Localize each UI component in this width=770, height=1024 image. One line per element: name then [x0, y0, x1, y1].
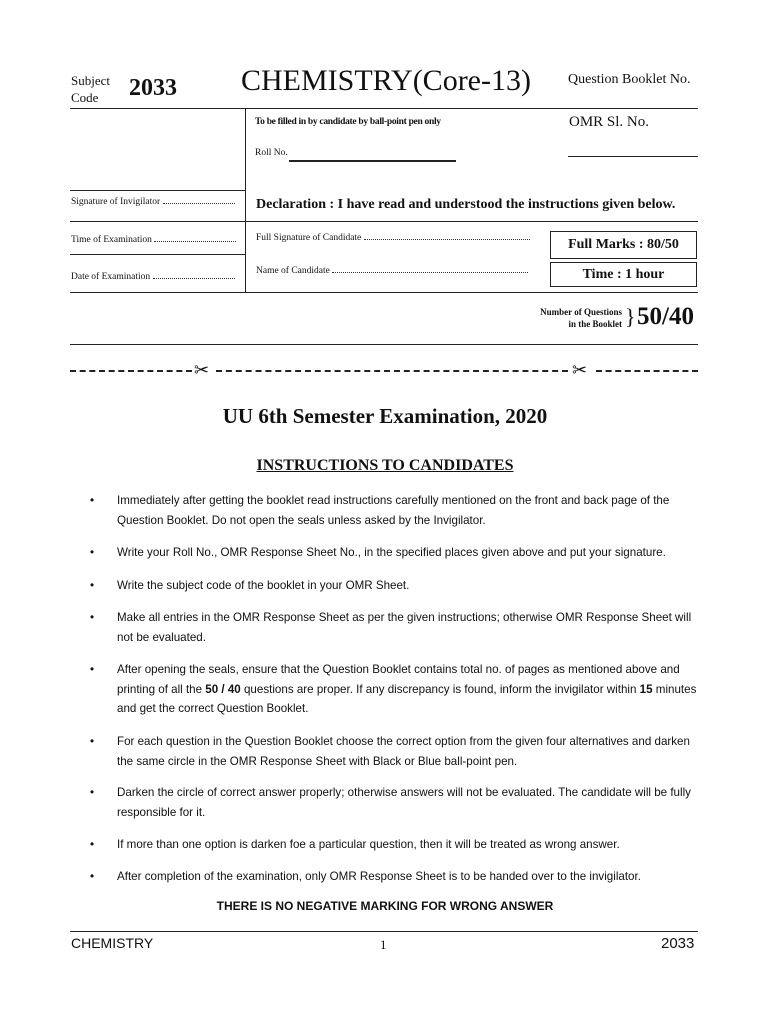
instruction-text: Immediately after getting the booklet read instructions carefully mentioned on the front and back page of the Question Booklet. Do not open the seals unless asked by the Invigilator. [117, 494, 670, 527]
bullet-icon: • [90, 663, 95, 676]
bullet-icon: • [90, 546, 95, 559]
instruction-text: Write your Roll No., OMR Response Sheet No., in the specified places given above and put your signature. [117, 546, 666, 559]
scissor-icon: ✂ [572, 360, 588, 380]
roll-label [255, 148, 288, 158]
bullet-icon: • [90, 735, 95, 748]
time-of-exam [71, 235, 236, 245]
bullet-icon: • [90, 870, 95, 883]
instruction-text [117, 660, 700, 719]
time-box [550, 262, 697, 287]
list-item [90, 491, 700, 530]
instruction-text-part: minutes and get the correct Question Booklet. [117, 682, 697, 715]
bullet-icon: • [90, 838, 95, 851]
page-number: 1 [380, 937, 387, 952]
list-item [90, 783, 700, 822]
date-of-exam [71, 272, 235, 282]
name-of-candidate-field[interactable] [332, 272, 528, 273]
fill-note: To be filled in by candidate by ball-point pen only [255, 117, 441, 127]
instruction-text: For each question in the Question Booklet choose the correct option from the given four alternatives and darken the same circle in the OMR Response Sheet with Black or Blue ball-point pen. [117, 735, 690, 768]
name-of-candidate-label: Name of Candidate [256, 266, 330, 276]
list-item [90, 660, 700, 719]
form-divider [245, 108, 246, 292]
bullet-icon: • [90, 611, 95, 624]
subject-label-line1: Subject [71, 73, 110, 88]
num-questions-value: 50/40 [637, 303, 694, 330]
list-item [90, 608, 700, 647]
invigilator-signature-label: Signature of Invigilator [71, 197, 161, 207]
list-item [90, 835, 700, 855]
list-item [90, 543, 700, 563]
time-value: Time : 1 hour [582, 267, 665, 282]
instruction-text-part: questions are proper. If any discrepancy is found, inform the invigilator within [240, 682, 640, 696]
omr-label: OMR Sl. No. [569, 114, 650, 130]
full-signature-field[interactable] [364, 239, 530, 240]
rule-left-2 [70, 254, 245, 255]
rule-left-1 [70, 190, 245, 191]
instructions-heading: INSTRUCTIONS TO CANDIDATES [256, 457, 514, 474]
negative-marking-note: THERE IS NO NEGATIVE MARKING FOR WRONG ANSWER [216, 899, 554, 913]
instruction-text: After completion of the examination, only OMR Response Sheet is to be handed over to the invigilator. [117, 870, 641, 883]
exam-title: UU 6th Semester Examination, 2020 [222, 404, 548, 428]
list-item [90, 732, 700, 771]
bullet-icon: • [90, 494, 95, 507]
minutes-count: 15 [639, 682, 653, 696]
invigilator-signature [71, 197, 235, 207]
scissor-icon: ✂ [194, 360, 210, 380]
footer-rule [70, 931, 698, 932]
list-item [90, 867, 700, 887]
question-booklet-label: Question Booklet No. [568, 72, 691, 87]
rule-2 [70, 292, 698, 293]
bullet-icon: • [90, 579, 95, 592]
question-count: 50 / 40 [205, 682, 241, 696]
cut-line [70, 360, 698, 380]
header-rule [70, 108, 698, 109]
omr-input[interactable] [568, 156, 698, 157]
num-questions-label [520, 306, 622, 330]
date-of-exam-field[interactable] [153, 278, 235, 279]
roll-input[interactable] [289, 160, 456, 162]
instruction-text: Write the subject code of the booklet in your OMR Sheet. [117, 579, 410, 592]
instruction-text-part: After opening the seals, ensure that the Question Booklet contains total no. of pages as mentioned above and printing of all the [117, 663, 680, 696]
subject-code-label [71, 72, 110, 106]
num-questions-line2: in the Booklet [568, 319, 622, 329]
rule-3 [70, 344, 698, 345]
cut-dash-left [70, 370, 192, 372]
cut-dash-middle [216, 370, 568, 372]
num-questions-brace: } [625, 304, 636, 329]
full-marks: Full Marks : 80/50 [568, 237, 679, 252]
full-signature-label: Full Signature of Candidate [256, 233, 362, 243]
instruction-text: Darken the circle of correct answer properly; otherwise answers will not be evaluated. The candidate will be fully responsible for it. [117, 786, 691, 819]
full-marks-box [550, 231, 697, 259]
num-questions-line1: Number of Questions [540, 307, 622, 317]
invigilator-signature-field[interactable] [163, 203, 235, 204]
footer-subject: CHEMISTRY [71, 935, 154, 951]
page-title: CHEMISTRY(Core-13) [241, 64, 531, 97]
cut-dash-right [596, 370, 698, 372]
time-of-exam-field[interactable] [154, 241, 236, 242]
rule-1 [70, 221, 698, 222]
declaration: Declaration : I have read and understood the instructions given below. [256, 197, 676, 212]
list-item [90, 576, 700, 596]
instruction-text: If more than one option is darken foe a particular question, then it will be treated as wrong answer. [117, 838, 620, 851]
footer-code: 2033 [661, 935, 695, 952]
full-signature [256, 233, 530, 243]
name-of-candidate [256, 266, 528, 276]
subject-label-line2: Code [71, 90, 99, 105]
bullet-icon: • [90, 786, 95, 799]
roll-label-text: Roll No. [255, 148, 288, 158]
subject-code-value: 2033 [129, 75, 177, 101]
date-of-exam-label: Date of Examination [71, 272, 151, 282]
time-of-exam-label: Time of Examination [71, 235, 152, 245]
instruction-text: Make all entries in the OMR Response Sheet as per the given instructions; otherwise OMR Response Sheet will not be evaluated. [117, 611, 692, 644]
